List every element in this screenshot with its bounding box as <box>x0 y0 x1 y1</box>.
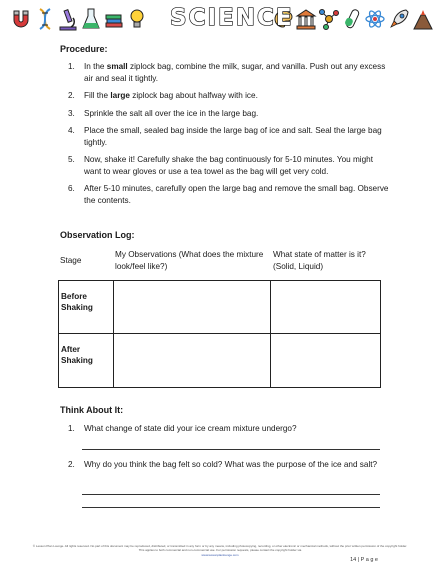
test-tube-icon <box>341 7 363 31</box>
museum-icon <box>295 7 317 31</box>
science-banner <box>0 0 440 40</box>
procedure-step: 2. Fill the large ziplock bag about halfway with ice. <box>68 91 258 100</box>
procedure-heading: Procedure: <box>60 44 108 54</box>
books-icon <box>103 7 125 31</box>
procedure-step: 6. After 5-10 minutes, carefully open the large bag and remove the small bag. Observe the contents. <box>68 184 389 205</box>
beaker-icon <box>80 7 102 31</box>
column-header-observations: My Observations (What does the mixture look/feel like?) <box>115 250 264 271</box>
molecule-icon <box>318 7 340 31</box>
row-label-before: Before Shaking <box>58 280 114 334</box>
before-state-cell[interactable] <box>270 280 381 334</box>
volcano-icon <box>412 7 434 31</box>
column-header-state: What state of matter is it? (Solid, Liquid) <box>273 250 366 271</box>
copyright-notice: © Lesson Plan Lounge. All rights reserved. No part of this document may be reproduced, distributed, or transmitted in any form or by any means, including photocopying, recording, or other electronic or mechanical methods, without the prior written permission of the copyright holder. This applies to both commercial and non-commercial use. For permission requests, please contact the copyright holder via <box>32 544 408 552</box>
question-1: 1. What change of state did your ice cream mixture undergo? <box>68 424 297 433</box>
question-2: 2. Why do you think the bag felt so cold? What was the purpose of the ice and salt? <box>68 460 378 469</box>
before-observations-cell[interactable] <box>113 280 271 334</box>
answer-line-1[interactable] <box>82 449 380 450</box>
procedure-step: 1. In the small ziplock bag, combine the milk, sugar, and vanilla. Push out any excess air and seal it tightly. <box>68 62 386 83</box>
banner-title: SCIENCE <box>170 5 294 31</box>
observation-heading: Observation Log: <box>60 230 135 240</box>
procedure-steps <box>60 61 390 212</box>
procedure-step: 3. Sprinkle the salt all over the ice in the large bag. <box>68 108 259 118</box>
magnet-icon <box>10 7 32 31</box>
procedure-step: 5. Now, shake it! Carefully shake the bag continuously for 5-10 minutes. You might want to wear gloves or use a tea towel as the bag will get very cold. <box>68 155 373 176</box>
answer-line-2[interactable] <box>82 494 380 495</box>
observation-table <box>58 280 381 388</box>
think-heading: Think About It: <box>60 405 124 415</box>
lightbulb-icon <box>126 7 148 31</box>
row-label-after: After Shaking <box>58 333 114 388</box>
procedure-step: 4. Place the small, sealed bag inside the large bag of ice and salt. Seal the large bag tightly. <box>68 126 382 147</box>
footer-link[interactable]: www.lessonplanlounge.com <box>201 553 239 557</box>
rocket-icon <box>388 7 410 31</box>
page-number: 14 | P a g e <box>350 557 378 563</box>
answer-line-3[interactable] <box>82 507 380 508</box>
after-state-cell[interactable] <box>270 333 381 388</box>
after-observations-cell[interactable] <box>113 333 271 388</box>
dna-icon <box>34 7 56 31</box>
column-header-stage: Stage <box>60 256 82 265</box>
atom-icon <box>364 7 386 31</box>
microscope-icon <box>57 7 79 31</box>
